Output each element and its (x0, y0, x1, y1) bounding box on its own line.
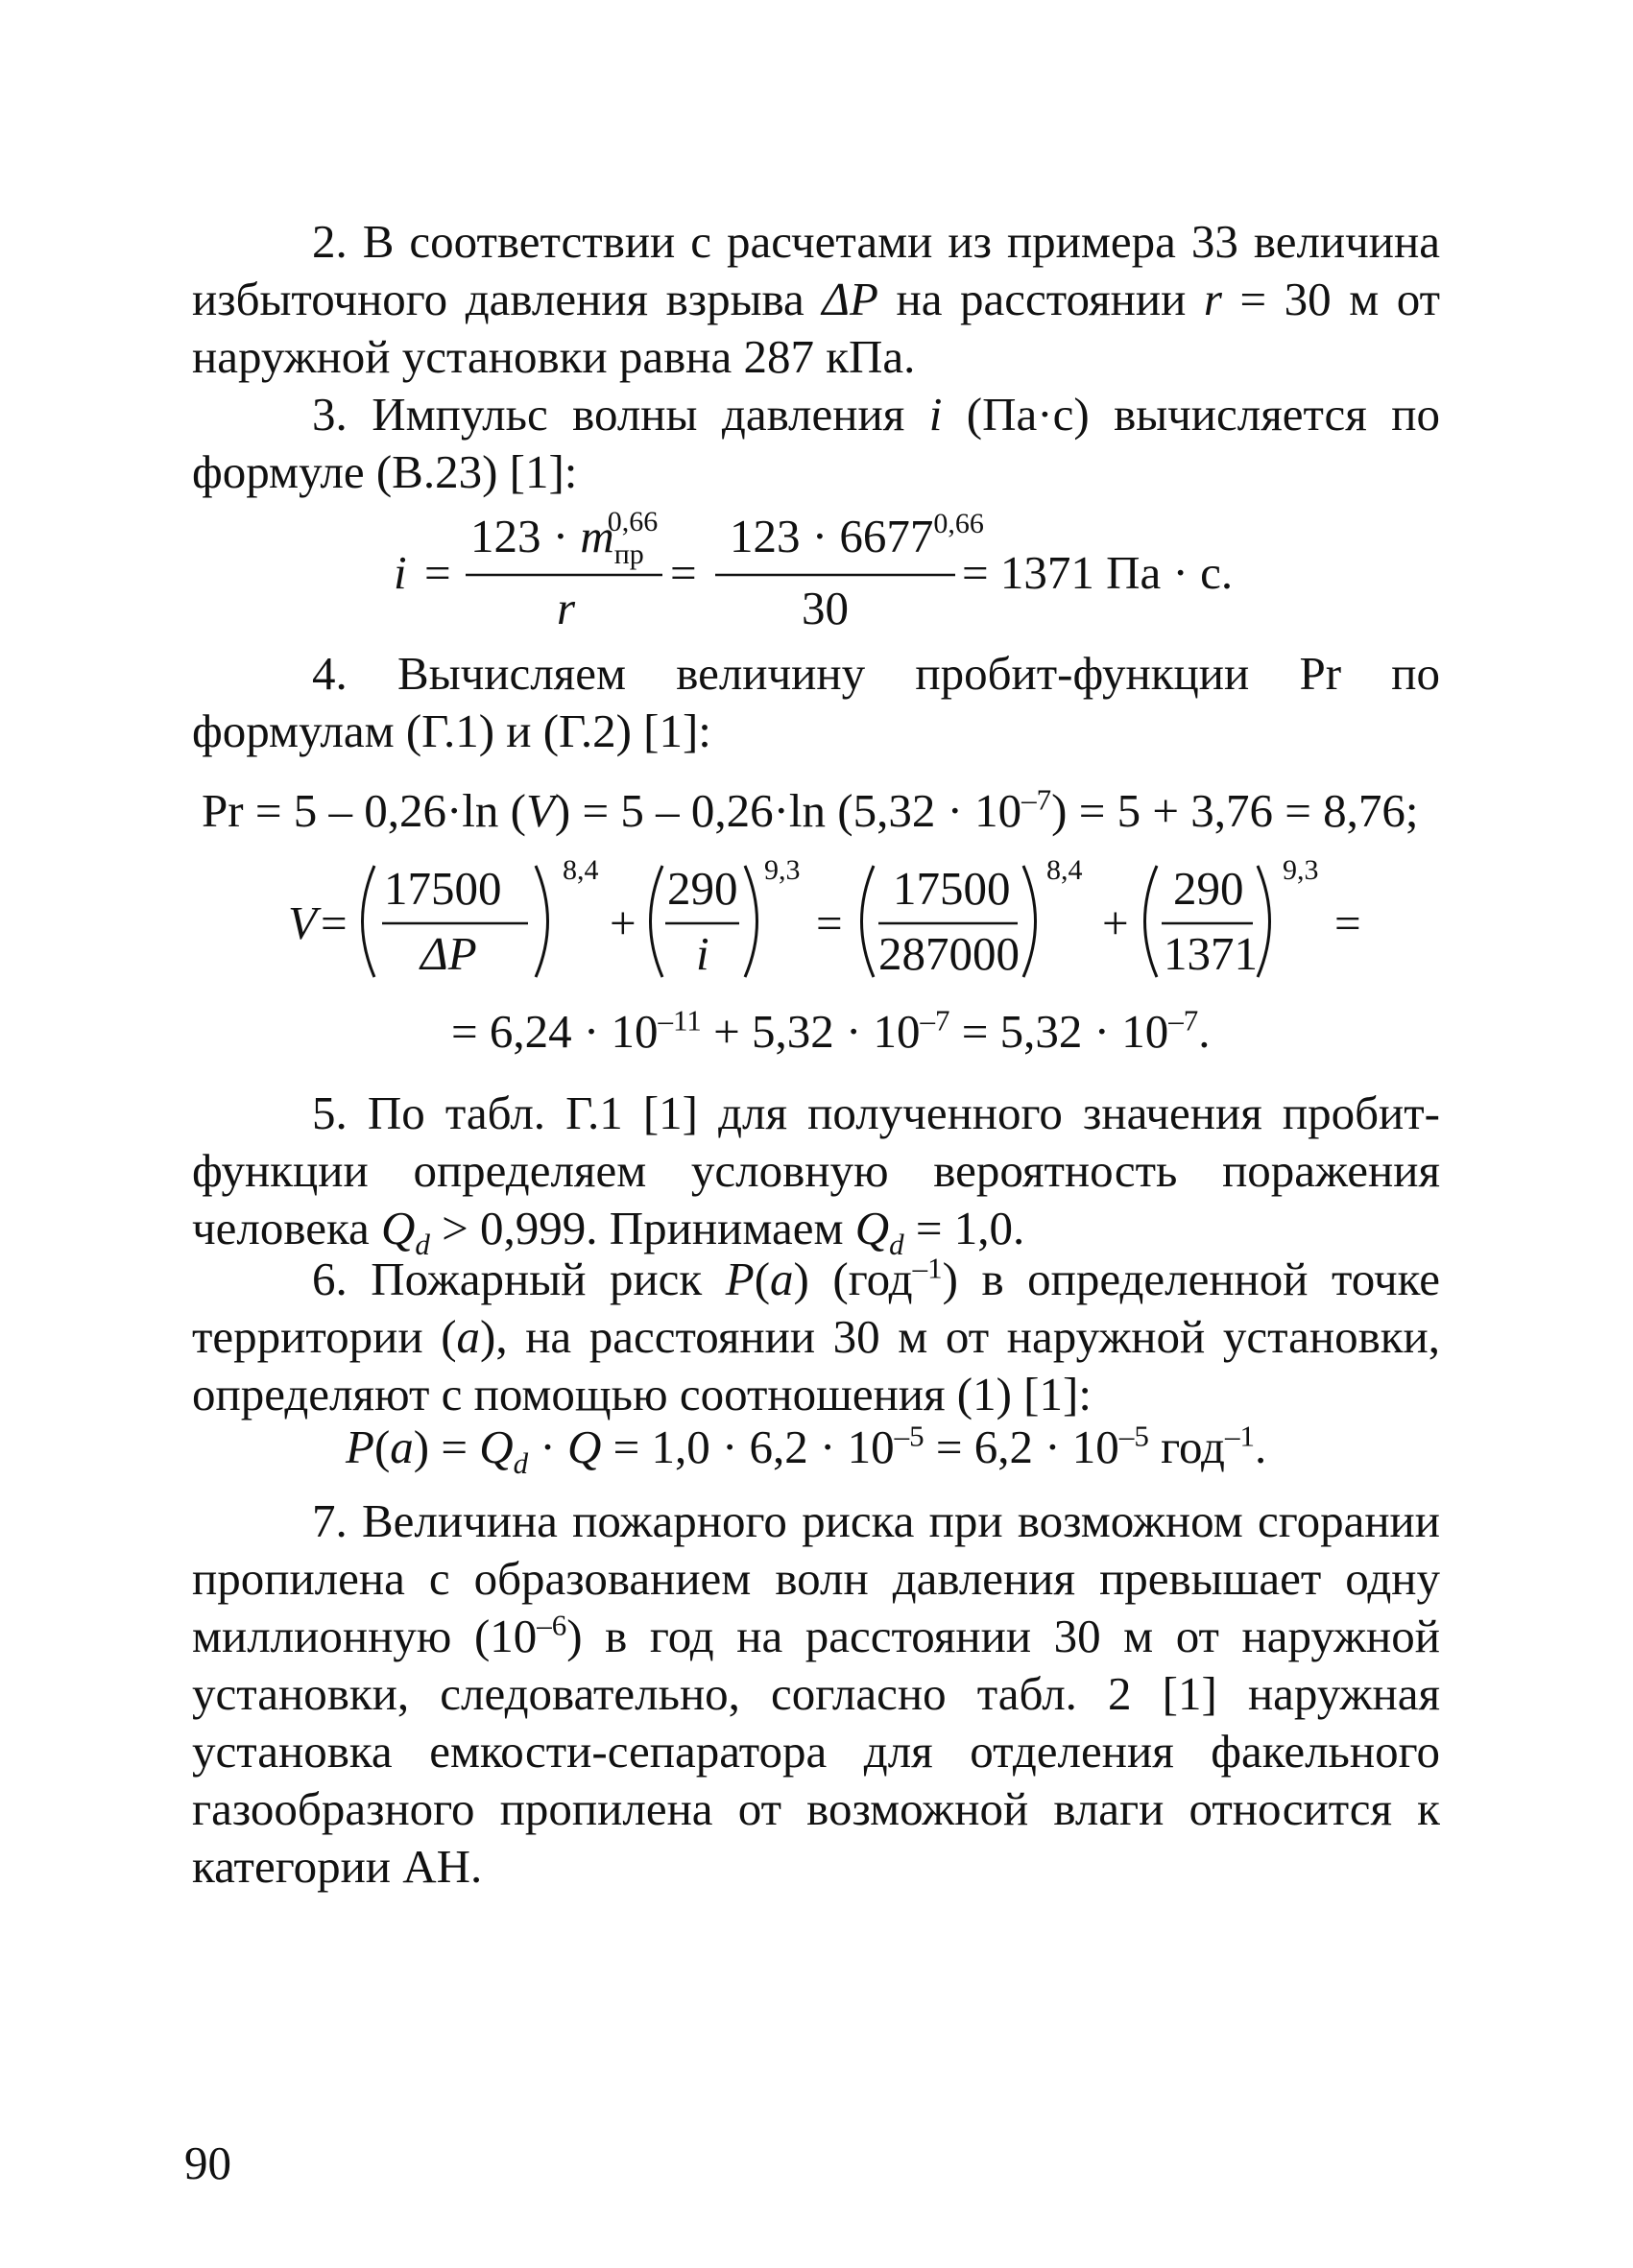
svg-text:=: = (1334, 896, 1361, 949)
svg-text:=: = (321, 896, 348, 949)
svg-text:V: V (288, 896, 317, 949)
formula-impulse-eq2: = (670, 546, 697, 599)
item2-text-a: 2. В соответствии с расчетами из примера 33 величина избыточного давления взрыва (192, 215, 1440, 325)
t1-left-paren (363, 866, 375, 977)
svg-text:287000: 287000 (878, 927, 1020, 980)
formula-impulse-den2: 30 (802, 582, 849, 634)
svg-text:8,4: 8,4 (563, 854, 599, 886)
paragraph-item-4 (192, 645, 1440, 760)
svg-text:17500: 17500 (893, 862, 1011, 915)
formula-impulse-result: = 1371 Па · с. (962, 546, 1234, 599)
paragraph-item-3 (192, 386, 1440, 501)
formula-impulse-den1: r (557, 582, 576, 634)
item4-text: 4. Вычисляем величину пробит-функции Pr по формулам (Г.1) и (Г.2) [1]: (192, 647, 1440, 757)
svg-text:8,4: 8,4 (1046, 854, 1083, 886)
svg-text:+: + (1102, 896, 1129, 949)
item2-text-b: на расстоянии (878, 273, 1204, 325)
formula-impulse (365, 504, 1277, 638)
formula-v-result: = $6,24 \cdot 10^{-11} + 5,32 \cdot 10^{-7} = 5,32 \cdot 10^{-7}$. (451, 1003, 1211, 1058)
svg-text:1371: 1371 (1164, 927, 1258, 980)
svg-text:i: i (696, 927, 709, 980)
item2-r: r (1203, 273, 1222, 325)
item2-delta-p: ΔP (822, 273, 878, 325)
svg-text:=: = (816, 896, 843, 949)
formula-impulse-num2: $123 \cdot 6677^{0,66}$ (730, 508, 984, 562)
formula-impulse-lhs: i (394, 546, 407, 599)
paragraph-item-6: 6. Пожарный риск P(a) (год$^{-1}$) в определенной точке территории (a), на расстоянии 30 м от наружной установки, определяют с помощью соотношения (1) [1]: (192, 1251, 1441, 1420)
svg-text:9,3: 9,3 (764, 854, 801, 886)
paragraph-item-5: 5. По табл. Г.1 [1] для полученного значения пробит-функции определяем условную вероятность поражения человека $Q_d > 0,999$. Принимаем $Q_d = 1,0$. (192, 1086, 1440, 1261)
formula-impulse-num1: $123 \cdot m_{пр}0,66$ (470, 506, 659, 570)
svg-text:9,3: 9,3 (1283, 854, 1319, 886)
item3-text-a: 3. Импульс волны давления (312, 388, 929, 441)
svg-text:290: 290 (667, 862, 738, 915)
formula-risk: $P(a) = Q_d \cdot Q = 1,0 \cdot 6,2 \cdot 10^{-5} = 6,2 \cdot 10^{-5}$ год$^{-1}$. (346, 1419, 1267, 1480)
svg-text:290: 290 (1173, 862, 1244, 915)
paragraph-item-7: 7. Величина пожарного риска при возможном сгорании пропилена с образованием волн давления превышает одну миллионную $(10^{-6})$ в год на расстоянии 30 м от наружной установки, следовательно, согласно табл. 2 [1] наружная установка емкости-сепаратора для отделения факельного газообразного пропилена от возможной влаги относится к категории АН. (192, 1494, 1440, 1893)
item2-text-c: = 30 м от наружной установки равна 287 кПа. (192, 273, 1441, 383)
formula-probit: Pr = 5 – 0,26·ln (V) = 5 – 0,26·ln $(5,32 \cdot 10^{-7}) = 5 + 3,76 = 8,76$; (202, 782, 1419, 837)
svg-text:ΔP: ΔP (420, 927, 477, 980)
formula-impulse-eq1: = (424, 546, 451, 599)
svg-text:+: + (610, 896, 636, 949)
item3-i: i (928, 388, 943, 441)
page-number: 90 (184, 2137, 231, 2189)
formula-v (278, 845, 1382, 989)
item3-text-b: (Па·с) вычисляется по формуле (В.23) [1]: (192, 388, 1440, 498)
paragraph-item-2 (192, 213, 1440, 386)
svg-text:17500: 17500 (384, 862, 502, 915)
